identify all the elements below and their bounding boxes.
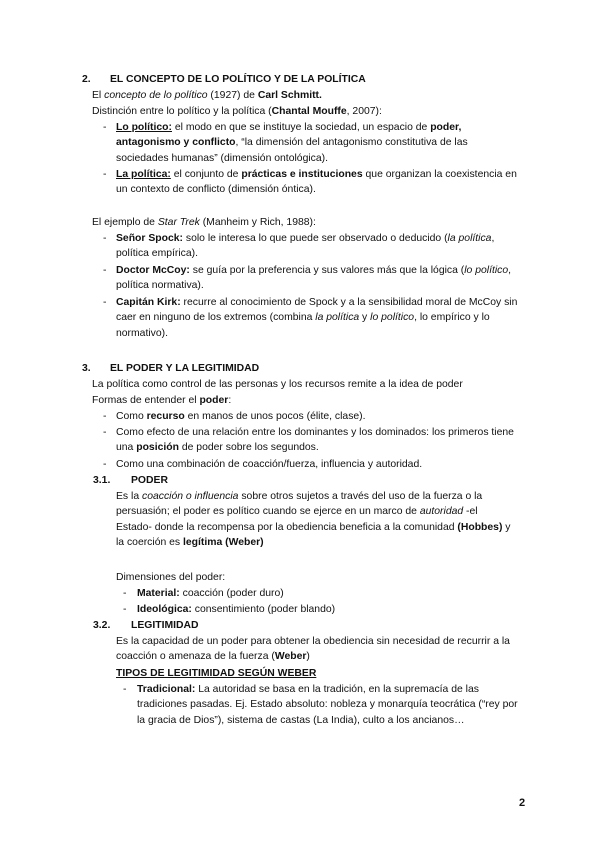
- mouffe-paragraph: Distinción entre lo político y la política (Chantal Mouffe, 2007):: [92, 106, 382, 117]
- dash-bullet: -: [103, 122, 107, 133]
- subsection-title: PODER: [131, 475, 168, 486]
- dash-bullet: -: [103, 411, 107, 422]
- dash-bullet: -: [103, 169, 107, 180]
- dash-bullet: -: [103, 233, 107, 244]
- section-number: 3.: [82, 363, 91, 374]
- dash-bullet: -: [123, 588, 127, 599]
- dash-bullet: -: [103, 297, 107, 308]
- dash-bullet: -: [123, 684, 127, 695]
- section-number: 2.: [82, 74, 91, 85]
- section-title: EL PODER Y LA LEGITIMIDAD: [110, 363, 260, 374]
- dash-bullet: -: [103, 265, 107, 276]
- poder-paragraph: Es la coacción o influencia sobre otros sujetos a través del uso de la fuerza o la persuasión; el poder es político cuando se ejerce en un marco de autoridad -el Estado- donde la recompensa por la obediencia beneficia a la comunidad (Hobbes) y la coerción es legítima (Weber): [116, 491, 511, 549]
- legitimidad-paragraph: Es la capacidad de un poder para obtener la obediencia sin necesidad de recurrir a la coacción o amenaza de la fuerza (Weber): [116, 636, 510, 663]
- dash-bullet: -: [103, 427, 107, 438]
- dash-bullet: -: [103, 459, 107, 470]
- schmitt-paragraph: El concepto de lo político (1927) de Carl Schmitt.: [92, 90, 322, 101]
- document-page: 2. EL CONCEPTO DE LO POLÍTICO Y DE LA POLÍTICA El concepto de lo político (1927) de Carl Schmitt. Distinción entre lo político y la política (Chantal Mouffe, 2007): - Lo político: el modo en que se instituye la sociedad, un espacio de poder, antagonismo y conflicto, “la dimensión del antagonismo constitutiva de las sociedades humanas” (dimensión ontológica). - La política: el conjunto de prácticas e instituciones que organizan la coexistencia en un contexto de conflicto (dimensión óntica). El ejemplo de Star Trek (Manheim y Rich, 1988): - Señor Spock: solo le interesa lo que puede ser observado o deducido (la política, política empírica). - Doctor McCoy: se guía por la preferencia y sus valores más que la lógica (lo político, política normativa). - Capitán Kirk: recurre al conocimiento de Spock y a la sensibilidad moral de McCoy sin caer en ninguno de los extremos (combina la política y lo político, lo empírico y lo normativo). 3. EL PODER Y LA LEGITIMIDAD La política como control de las personas y los recursos remite a la idea de poder Formas de entender el poder: - Como recurso en manos de unos pocos (élite, clase). - Como efecto de una relación entre los dominantes y los dominados: los primeros tiene una posición de poder sobre los segundos. - Como una combinación de coacción/fuerza, influencia y autoridad. 3.1. PODER Es la coacción o influencia sobre otros sujetos a través del uso de la fuerza o la persuasión; el poder es político cuando se ejerce en un marco de autoridad -el Estado- donde la recompensa por la obediencia beneficia a la comunidad (Hobbes) y la coerción es legítima (Weber) Dimensiones del poder: - Material: coacción (poder duro) - Ideológica: consentimiento (poder blando) 3.2. LEGITIMIDAD Es la capacidad de un poder para obtener la obediencia sin necesidad de recurrir a la coacción o amenaza de la fuerza (Weber) TIPOS DE LEGITIMIDAD SEGÚN WEBER - Tradicional: La autoridad se basa en la tradición, en la supremacía de las tradiciones pasadas. Ej. Estado absoluto: nobleza y monarquía teocrática (“rey por la gracia de Dios”), sistema de castas (La India), culto a los ancianos… 2: [0, 0, 600, 848]
- section-title: EL CONCEPTO DE LO POLÍTICO Y DE LA POLÍTICA: [110, 74, 366, 85]
- politica-paragraph: La política como control de las personas y los recursos remite a la idea de poder: [92, 379, 463, 390]
- tipos-title: TIPOS DE LEGITIMIDAD SEGÚN WEBER: [116, 668, 317, 679]
- dimensiones-title: Dimensiones del poder:: [116, 572, 226, 583]
- subsection-title: LEGITIMIDAD: [131, 620, 199, 631]
- formas-paragraph: Formas de entender el poder:: [92, 395, 232, 406]
- subsection-number: 3.2.: [93, 620, 111, 631]
- page-number: 2: [519, 797, 526, 809]
- star-trek-paragraph: El ejemplo de Star Trek (Manheim y Rich, 1988):: [92, 217, 316, 228]
- subsection-number: 3.1.: [93, 475, 111, 486]
- dash-bullet: -: [123, 604, 127, 615]
